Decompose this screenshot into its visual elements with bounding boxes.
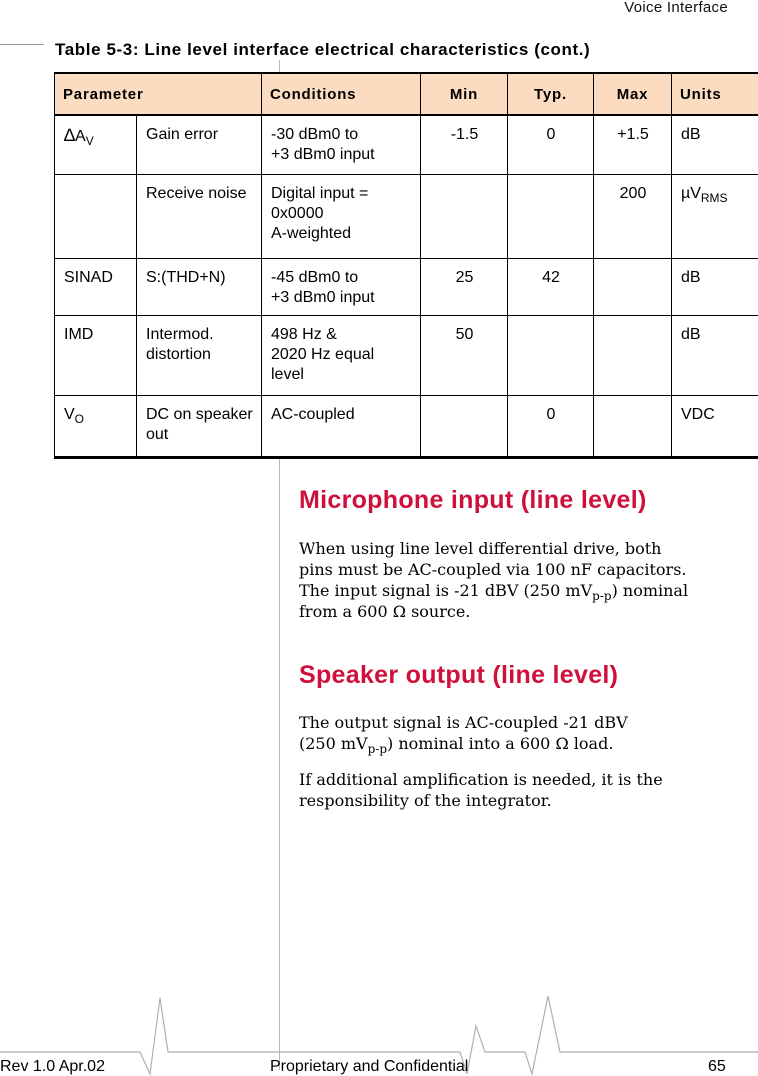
- table-row: [55, 115, 758, 174]
- table-row: [55, 174, 758, 258]
- min-cell: 25: [421, 258, 508, 315]
- typ-cell: [508, 315, 594, 395]
- max-cell: [594, 395, 672, 457]
- param-name: S:(THD+N): [137, 258, 262, 315]
- speaker-paragraph: The output signal is AC-coupled -21 dBV (250 $mV_{p-p}$) nominal into a 600 Ω load.: [299, 713, 628, 756]
- table-row: [55, 258, 758, 315]
- typ-cell: 0: [508, 115, 594, 174]
- max-cell: [594, 258, 672, 315]
- mic-section-heading: Microphone input (line level): [299, 486, 647, 514]
- param-symbol: IMD: [55, 315, 137, 395]
- param-symbol: $V_O$: [55, 395, 137, 457]
- typ-cell: 0: [508, 395, 594, 457]
- footer-confidential: Proprietary and Confidential: [270, 1058, 469, 1075]
- param-symbol: $\Delta A_V$: [55, 115, 137, 174]
- footer-revision: Rev 1.0 Apr.02: [0, 1058, 105, 1075]
- max-cell: +1.5: [594, 115, 672, 174]
- speaker-section-heading: Speaker output (line level): [299, 661, 619, 689]
- max-cell: [594, 315, 672, 395]
- param-name: DC on speaker out: [137, 395, 262, 457]
- integrator-paragraph: If additional amplification is needed, it is the responsibility of the integrator.: [299, 770, 663, 810]
- table-row: [55, 315, 758, 395]
- mic-paragraph: When using line level differential drive, both pins must be AC-coupled via 100 nF capacitors. The input signal is -21 dBV (250 $mV_{p-p}$) nominal from a 600 Ω source.: [299, 539, 689, 621]
- param-name: Gain error: [137, 115, 262, 174]
- table-title: Table 5-3: Line level interface electrical characteristics (cont.): [55, 40, 594, 60]
- conditions-cell: AC-coupled: [262, 395, 421, 457]
- conditions-cell: -45 dBm0 to +3 dBm0 input: [262, 258, 421, 315]
- units-cell: dB: [672, 115, 758, 174]
- header-parameter: Parameter: [55, 73, 262, 115]
- param-symbol: SINAD: [55, 258, 137, 315]
- top-rule: [0, 44, 44, 45]
- conditions-cell: 498 Hz & 2020 Hz equal level: [262, 315, 421, 395]
- param-name: Receive noise: [137, 174, 262, 258]
- conditions-cell: -30 dBm0 to +3 dBm0 input: [262, 115, 421, 174]
- param-name: Intermod. distortion: [137, 315, 262, 395]
- min-cell: [421, 174, 508, 258]
- units-cell: dB: [672, 315, 758, 395]
- param-symbol: [55, 174, 137, 258]
- header-units: Units: [672, 73, 758, 115]
- table-header-row: [55, 73, 758, 115]
- min-cell: [421, 395, 508, 457]
- units-cell: dB: [672, 258, 758, 315]
- typ-cell: 42: [508, 258, 594, 315]
- header-min: Min: [421, 73, 508, 115]
- header-conditions: Conditions: [262, 73, 421, 115]
- min-cell: -1.5: [421, 115, 508, 174]
- header-max: Max: [594, 73, 672, 115]
- running-header: Voice Interface: [624, 0, 728, 16]
- units-cell: µV$_{RMS}$: [672, 174, 758, 258]
- characteristics-table: [54, 72, 758, 459]
- typ-cell: [508, 174, 594, 258]
- table-row: [55, 395, 758, 457]
- max-cell: 200: [594, 174, 672, 258]
- header-typ: Typ.: [508, 73, 594, 115]
- units-cell: VDC: [672, 395, 758, 457]
- conditions-cell: Digital input = 0x0000 A-weighted: [262, 174, 421, 258]
- min-cell: 50: [421, 315, 508, 395]
- page-number: 65: [708, 1058, 726, 1075]
